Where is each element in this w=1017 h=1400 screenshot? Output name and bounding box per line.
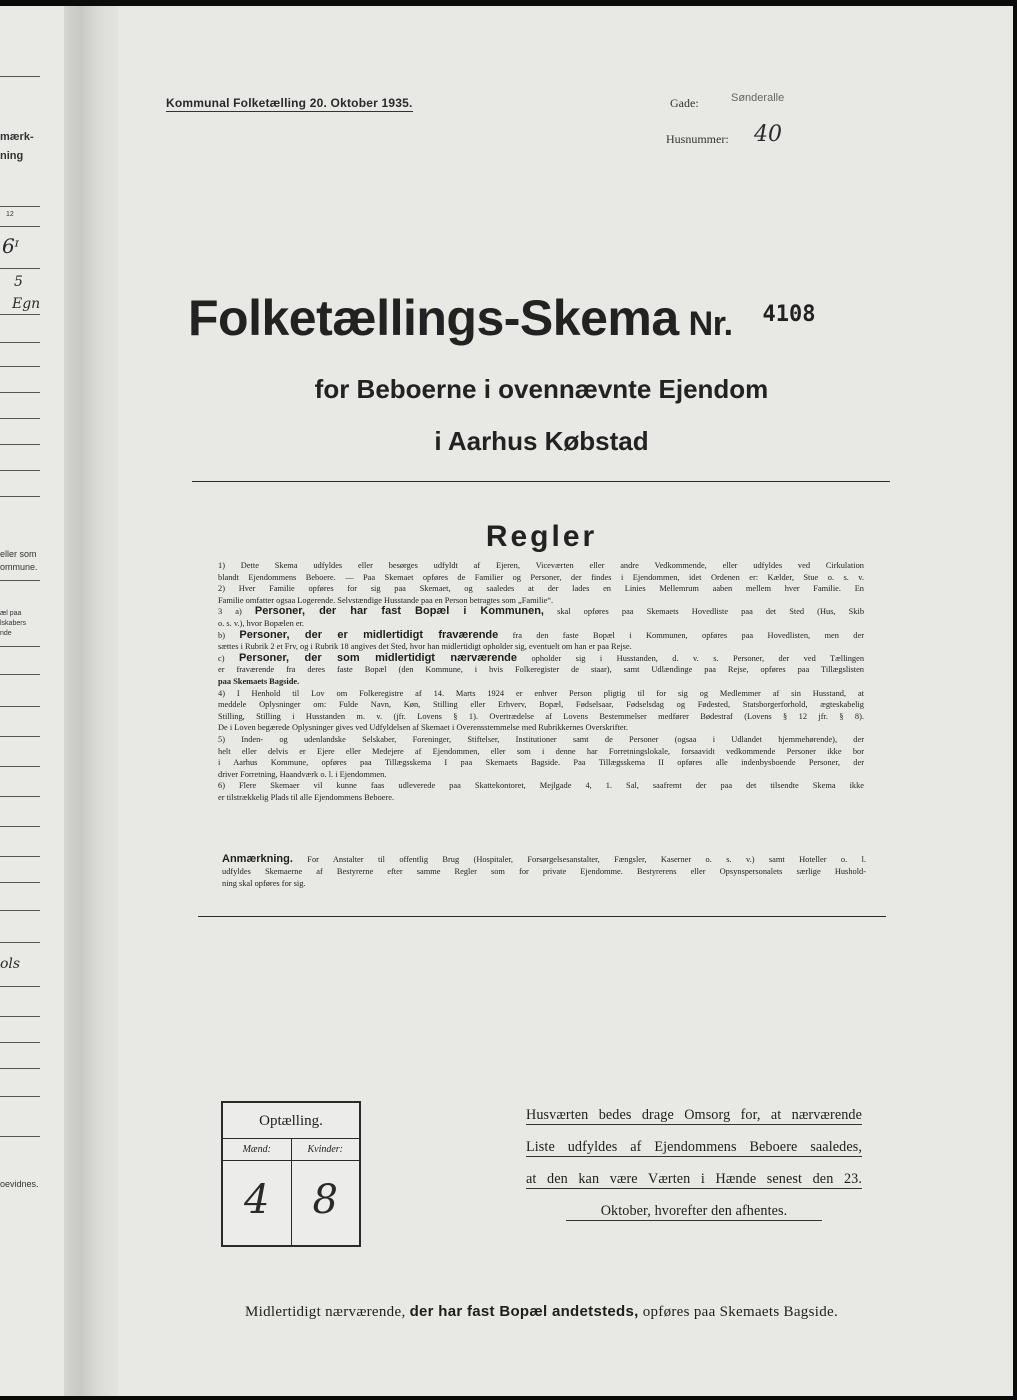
rule-line: er tilstrækkelig Plads til alle Ejendommens Beboere. [218, 792, 395, 802]
ruled-line [0, 826, 40, 827]
ruled-line [0, 942, 40, 943]
rule-line: c) Personer, der som midlertidigt nærværende opholder sig i Husstanden, d. v. s. Personer, der ved Tællingen [218, 652, 864, 664]
census-form-page [118, 6, 1013, 1396]
street-value: Sønderalle [731, 92, 785, 104]
men-column [223, 1139, 291, 1245]
house-number-value: 40 [754, 122, 782, 147]
handwriting: ols [0, 956, 21, 972]
left-fragment: mærk- [0, 131, 34, 143]
remark-label: Anmærkning. [222, 854, 293, 865]
handwriting: 5 [14, 274, 23, 290]
rule-line: sættes i Rubrik 2 et Frv, og i Rubrik 18 angives det Sted, hvor han midlertidigt opholder sig, eventuelt om han er paa Rejse. [218, 642, 632, 652]
rule-line: De i Loven begærede Oplysninger gives ved Udfyldelsen af Skemaet i Overensstemmelse med Rubrikkernes Overskrifter. [218, 723, 629, 733]
remark-line: ning skal opføres for sig. [222, 878, 306, 888]
rules-text [218, 560, 864, 803]
form-number-label: Nr. [688, 305, 733, 343]
footer-note: Midlertidigt nærværende, der har fast Bopæl andetsteds, opføres paa Skemaets Bagside. [244, 1303, 839, 1320]
rule-line: 4) I Henhold til Lov om Folkeregistre af 14. Marts 1924 er enhver Person pligtig til for sig og Medlemmer af sin Husstand, at [218, 688, 864, 698]
divider [192, 481, 890, 482]
ruled-line [0, 496, 40, 497]
form-number: 4108 [762, 302, 816, 327]
notice-line: Oktober, hvorefter den afhentes. [566, 1202, 822, 1221]
ruled-line [0, 444, 40, 445]
women-label: Kvinder: [292, 1139, 360, 1161]
house-number-label: Husnummer: [666, 132, 729, 146]
rule-line: driver Forretning, Haandværk o. l. i Ejendommen. [218, 769, 387, 779]
ruled-line [0, 1068, 40, 1069]
count-box [221, 1101, 361, 1247]
left-fragment: æl paa [0, 610, 22, 617]
ruled-line [0, 674, 40, 675]
remark-block [222, 854, 866, 889]
ruled-line [0, 910, 40, 911]
ruled-line [0, 1136, 40, 1137]
ruled-line [0, 268, 40, 269]
handwriting: 6ᶦ [2, 234, 19, 258]
form-subtitle-city: i Aarhus Købstad [434, 426, 649, 456]
left-fragment: oevidnes. [0, 1179, 39, 1189]
men-label: Mænd: [223, 1139, 291, 1161]
notice-line: Liste udfyldes af Ejendommens Beboere saaledes, [526, 1139, 862, 1155]
ruled-line [0, 1096, 40, 1097]
rule-line: Stilling, Stilling i Husstanden m. v. (jfr. Lovens § 1). Overtrædelse af Lovens Bestemmelser medfører Bødestraf (Lovens § 12 jfr. § 8). [218, 711, 864, 721]
landlord-notice [526, 1106, 862, 1234]
rule-line: o. s. v.), hvor Bopælen er. [218, 618, 304, 628]
ruled-line [0, 796, 40, 797]
women-count: 8 [312, 1177, 338, 1223]
left-fragment: 12 [6, 211, 14, 218]
rules-heading: Regler [485, 520, 598, 553]
ruled-line [0, 418, 40, 419]
remark-line: udfyldes Skemaerne af Bestyrerne efter samme Regler som for private Ejendomme. Bestyrerens eller Opsynspersonalets særlige Hushold- [222, 866, 866, 876]
ruled-line [0, 882, 40, 883]
street-label: Gade: [670, 96, 699, 110]
ruled-line [0, 1016, 40, 1017]
rule-line: paa Skemaets Bagside. [218, 676, 300, 686]
ruled-line [0, 366, 40, 367]
handwriting: Egn [12, 296, 41, 312]
ruled-line [0, 646, 40, 647]
ruled-line [0, 206, 40, 207]
ruled-line [0, 706, 40, 707]
rule-line: meddele Oplysninger om: Fulde Navn, Køn, Stilling eller Erhverv, Bopæl, Fødselsaar, Fødselsdag og Fødested, Statsborgerforhold, ægteskabelig [218, 700, 864, 710]
ruled-line [0, 580, 40, 581]
form-subtitle: for Beboerne i ovennævnte Ejendom [314, 374, 769, 404]
remark-line: Anmærkning. For Anstalter til offentlig Brug (Hospitaler, Forsørgelsesanstalter, Fængsler, Kaserner o. s. v.) samt Hoteller o. l. [222, 854, 866, 865]
ruled-line [0, 1042, 40, 1043]
ruled-line [0, 470, 40, 471]
left-fragment: lskabers [0, 620, 27, 627]
notice-line: at den kan være Værten i Hænde senest den 23. [526, 1171, 862, 1187]
left-fragment: ommune. [0, 562, 38, 572]
ruled-line [0, 986, 40, 987]
ruled-line [0, 76, 40, 77]
ruled-line [0, 856, 40, 857]
rule-line: 2) Hver Familie opføres for sig paa Skemaet, og saaledes at der lades en Linies Mellemrum aaben mellem hver Familie. En [218, 584, 864, 594]
men-count: 4 [244, 1177, 270, 1223]
form-title [188, 289, 918, 347]
rule-line: 5) Inden- og udenlandske Selskaber, Foreninger, Stiftelser, Institutioner samt de Personer (ogsaa i Udlandet hjemmehørende), der [218, 734, 864, 744]
left-fragment: ning [0, 150, 24, 162]
rule-line: b) Personer, der er midlertidigt fraværende fra den faste Bopæl i Kommunen, opføres paa Hovedlisten, men der [218, 629, 864, 641]
left-fragment: nde [0, 630, 12, 637]
rule-line: er fraværende fra deres faste Bopæl (den Kommune, i hvis Folkeregister de staar), samt Udlændinge paa Rejse, opføres paa Tillægslisten [218, 665, 864, 675]
rule-line: helt eller delvis er Ejere eller Medejere af Ejendommen, eller som i denne har Forretningslokale, forsaavidt vedkommende Personer ikke bor [218, 746, 864, 756]
ruled-line [0, 736, 40, 737]
left-fragment: eller som [0, 549, 37, 559]
binding-spine [64, 6, 120, 1396]
ruled-line [0, 766, 40, 767]
ruled-line [0, 392, 40, 393]
form-title-main: Folketællings-Skema [188, 290, 679, 346]
ruled-line [0, 342, 40, 343]
count-title: Optælling. [223, 1103, 359, 1139]
rule-line: i Aarhus Kommune, opføres paa Tillægsskema I paa Skemaets Bagside. Paa Tillægsskema II opføres alle indenbysboende Personer, der [218, 758, 864, 768]
ruled-line [0, 226, 40, 227]
rule-line: 6) Flere Skemaer vil kunne faas udleverede paa Skattekontoret, Mejlgade 4, 1. Sal, saafremt der paa det tilsendte Skema ikke [218, 781, 864, 791]
rule-line: blandt Ejendommens Beboere. — Paa Skemaet opføres de Familier og Personer, der findes i Ejendommen, idet Ordenen er: Kælder, Stue o. s. v. [218, 572, 864, 582]
notice-line: Husværten bedes drage Omsorg for, at nærværende [526, 1107, 862, 1123]
census-heading: Kommunal Folketælling 20. Oktober 1935. [166, 96, 413, 110]
rule-line: 1) Dette Skema udfyldes eller besørges udfyldt af Ejeren, Viceværten eller andre Vedkommende, eller udfyldes ved Cirkulation [218, 561, 864, 570]
ruled-line [0, 314, 40, 315]
rule-line: Familie omfatter ogsaa Logerende. Selvstændige Husstande paa en Person betragtes som „Familie“. [218, 595, 554, 605]
rule-line: 3 a) Personer, der har fast Bopæl i Kommunen, skal opføres paa Skemaets Hovedliste paa det Sted (Hus, Skib [218, 606, 864, 618]
women-column [291, 1139, 360, 1245]
divider [198, 916, 886, 917]
